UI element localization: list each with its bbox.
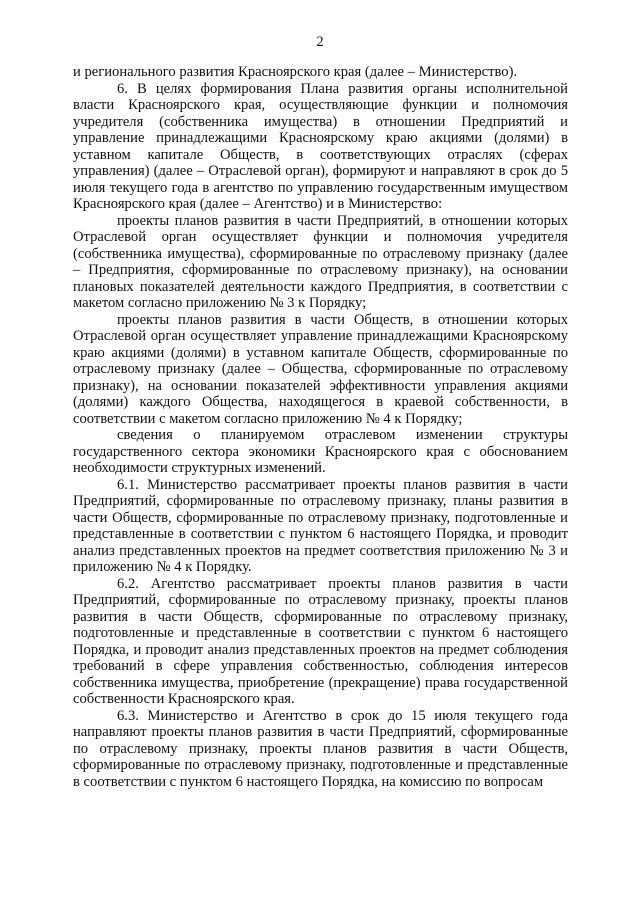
paragraph-6-item-companies: проекты планов развития в части Обществ, в отношении которых Отраслевой орган осуществляет управление принадлежащими Красноярскому краю акциями (долями) в уставном капитале Обществ, сформированные по отраслевому признаку (далее – Общества, сформированные по отраслевому признаку), на основании показателей эффективности управления акциями (долями) каждого Общества, находящегося в краевой собственности, в соответствии с макетом согласно приложению № 4 к Порядку;	[73, 311, 568, 427]
document-body	[73, 64, 568, 790]
page-number: 2	[316, 34, 324, 50]
paragraph-6: 6. В целях формирования Плана развития органы исполнительной власти Красноярского края, осуществляющие функции и полномочия учредителя (собственника имущества) в отношении Предприятий и управление принадлежащими Красноярскому краю акциями (долями) в уставном капитале Обществ, в соответствующих отраслях (сферах управления) (далее – Отраслевой орган), формируют и направляют в срок до 5 июля текущего года в агентство по управлению государственным имуществом Красноярского края (далее – Агентство) и в Министерство:	[73, 80, 568, 212]
paragraph-6-1: 6.1. Министерство рассматривает проекты планов развития в части Предприятий, сформированные по отраслевому признаку, планы развития в части Обществ, сформированные по отраслевому признаку, подготовленные и представленные в соответствии с пунктом 6 настоящего Порядка, и проводит анализ представленных проектов на предмет соответствия приложению № 3 и приложению № 4 к Порядку.	[73, 476, 568, 575]
paragraph-6-item-structure: сведения о планируемом отраслевом изменении структуры государственного сектора экономики Красноярского края с обоснованием необходимости структурных изменений.	[73, 427, 568, 476]
paragraph-continuation: и регионального развития Красноярского края (далее – Министерство).	[73, 64, 518, 80]
paragraph-6-3: 6.3. Министерство и Агентство в срок до 15 июля текущего года направляют проекты планов развития в части Предприятий, сформированные по отраслевому признаку, проекты планов развития в части Обществ, сформированные по отраслевому признаку, подготовленные и представленные в соответствии с пунктом 6 настоящего Порядка, на комиссию по вопросам	[73, 707, 568, 790]
paragraph-6-2: 6.2. Агентство рассматривает проекты планов развития в части Предприятий, сформированные по отраслевому признаку, проекты планов развития в части Обществ, сформированные по отраслевому признаку, подготовленные и представленные в соответствии с пунктом 6 настоящего Порядка, и проводит анализ представленных проектов на предмет соблюдения требований в сфере управления собственностью, соблюдения интересов собственника имущества, приобретение (прекращение) права государственной собственности Красноярского края.	[73, 575, 568, 707]
paragraph-6-item-enterprises: проекты планов развития в части Предприятий, в отношении которых Отраслевой орган осуществляет функции и полномочия учредителя (собственника имущества), сформированные по отраслевому признаку (далее – Предприятия, сформированные по отраслевому признаку), на основании плановых показателей деятельности каждого Предприятия, в соответствии с макетом согласно приложению № 3 к Порядку;	[73, 212, 568, 311]
